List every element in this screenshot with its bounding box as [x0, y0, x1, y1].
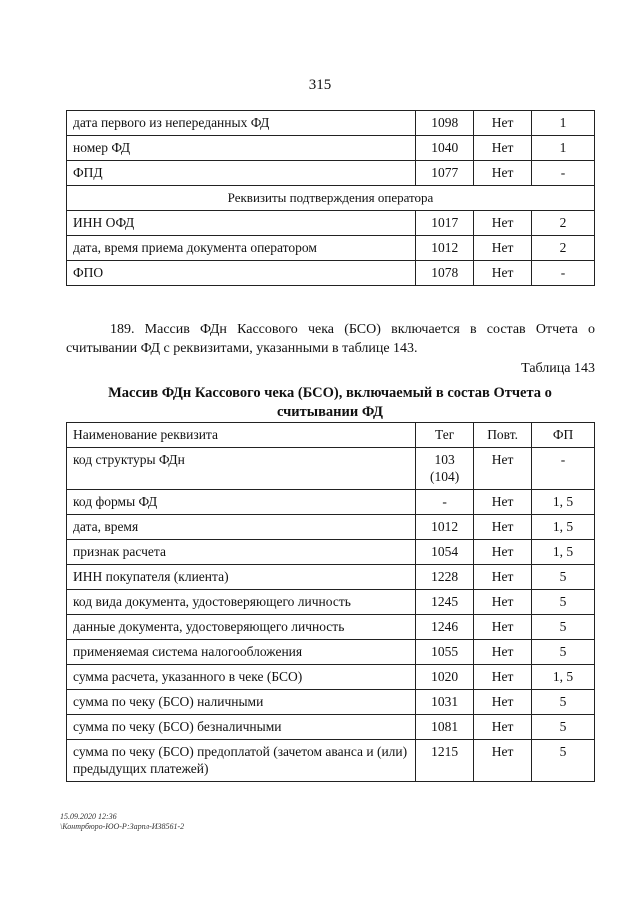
repeat-cell: Нет: [474, 565, 532, 590]
table-row: [67, 665, 595, 690]
repeat-cell: Нет: [474, 690, 532, 715]
fp-cell: 5: [532, 740, 595, 782]
table-row: [67, 490, 595, 515]
table-row: [67, 161, 595, 186]
repeat-cell: Нет: [474, 136, 532, 161]
tag-cell: 1098: [416, 111, 474, 136]
fp-cell: 2: [532, 211, 595, 236]
table-row: [67, 565, 595, 590]
paragraph-189: 189. Массив ФДн Кассового чека (БСО) включается в состав Отчета о считывании ФД с реквизитами, указанными в таблице 143.: [66, 322, 595, 356]
repeat-cell: Нет: [474, 615, 532, 640]
tag-cell: 1012: [416, 236, 474, 261]
repeat-cell: Нет: [474, 715, 532, 740]
footer-stamp: [60, 812, 184, 832]
repeat-cell: Нет: [474, 515, 532, 540]
requisite-name: номер ФД: [67, 136, 416, 161]
requisite-name: дата, время приема документа оператором: [67, 236, 416, 261]
requisite-name: дата, время: [67, 515, 416, 540]
fp-cell: 5: [532, 615, 595, 640]
tag-cell: 1012: [416, 515, 474, 540]
fp-cell: -: [532, 448, 595, 490]
table-row: [67, 136, 595, 161]
requisite-name: сумма по чеку (БСО) безналичными: [67, 715, 416, 740]
table-row: [67, 690, 595, 715]
table-section-row: [67, 186, 595, 211]
repeat-cell: Нет: [474, 740, 532, 782]
requisite-name: данные документа, удостоверяющего личность: [67, 615, 416, 640]
fp-cell: 5: [532, 590, 595, 615]
fp-cell: 1, 5: [532, 490, 595, 515]
fp-cell: 1, 5: [532, 515, 595, 540]
tag-cell: 1020: [416, 665, 474, 690]
tag-cell: 1055: [416, 640, 474, 665]
table-row: [67, 515, 595, 540]
requisite-name: ФПД: [67, 161, 416, 186]
table-row: [67, 261, 595, 286]
repeat-cell: Нет: [474, 211, 532, 236]
table-row: [67, 540, 595, 565]
repeat-cell: Нет: [474, 665, 532, 690]
repeat-cell: Нет: [474, 540, 532, 565]
repeat-cell: Нет: [474, 590, 532, 615]
table-row: [67, 715, 595, 740]
table-row: [67, 236, 595, 261]
tag-cell: 1054: [416, 540, 474, 565]
fp-cell: 5: [532, 690, 595, 715]
tag-cell: 1081: [416, 715, 474, 740]
requisite-name: сумма по чеку (БСО) предоплатой (зачетом аванса и (или) предыдущих платежей): [67, 740, 416, 782]
table-header-row: [67, 423, 595, 448]
repeat-cell: Нет: [474, 236, 532, 261]
section-title: Реквизиты подтверждения оператора: [67, 186, 595, 211]
repeat-cell: Нет: [474, 490, 532, 515]
page-number: 315: [308, 77, 332, 93]
repeat-cell: Нет: [474, 161, 532, 186]
header-tag: Тег: [416, 423, 474, 448]
table-row: [67, 590, 595, 615]
fp-cell: 2: [532, 236, 595, 261]
footer-file-path: \Контрбюро-ЮО-Р:Зарпл-ИЗ8561-2: [60, 822, 185, 831]
tag-cell: 1228: [416, 565, 474, 590]
header-fp: ФП: [532, 423, 595, 448]
tag-cell: 1078: [416, 261, 474, 286]
table-row: [67, 640, 595, 665]
requisite-name: ФПО: [67, 261, 416, 286]
repeat-cell: Нет: [474, 261, 532, 286]
tag-cell: 1031: [416, 690, 474, 715]
header-name: Наименование реквизита: [67, 423, 416, 448]
fp-cell: 1, 5: [532, 665, 595, 690]
repeat-cell: Нет: [474, 111, 532, 136]
table-row: [67, 448, 595, 490]
table-row: [67, 615, 595, 640]
tag-cell: 1246: [416, 615, 474, 640]
fp-cell: 1: [532, 136, 595, 161]
table-row: [67, 211, 595, 236]
fp-cell: 1: [532, 111, 595, 136]
fp-cell: 5: [532, 640, 595, 665]
tag-cell: 1040: [416, 136, 474, 161]
table-caption: Таблица 143: [521, 361, 595, 376]
requisite-name: применяемая система налогообложения: [67, 640, 416, 665]
fp-cell: -: [532, 161, 595, 186]
requisite-name: сумма по чеку (БСО) наличными: [67, 690, 416, 715]
requisite-name: код вида документа, удостоверяющего личность: [67, 590, 416, 615]
fp-cell: 5: [532, 715, 595, 740]
requisite-name: признак расчета: [67, 540, 416, 565]
tag-cell: 1245: [416, 590, 474, 615]
requisite-name: сумма расчета, указанного в чеке (БСО): [67, 665, 416, 690]
fp-cell: 5: [532, 565, 595, 590]
tag-cell: 1017: [416, 211, 474, 236]
tag-cell: 1215: [416, 740, 474, 782]
requisite-name: код формы ФД: [67, 490, 416, 515]
table-row: [67, 111, 595, 136]
requisite-name: ИНН ОФД: [67, 211, 416, 236]
header-repeat: Повт.: [474, 423, 532, 448]
tag-cell: 1077: [416, 161, 474, 186]
table-fd-requisites-continued: [66, 110, 595, 286]
tag-cell: -: [416, 490, 474, 515]
fp-cell: -: [532, 261, 595, 286]
tag-cell: 103 (104): [416, 448, 474, 490]
requisite-name: код структуры ФДн: [67, 448, 416, 490]
table-title: Массив ФДн Кассового чека (БСО), включаемый в состав Отчета о считывании ФД: [108, 385, 552, 420]
fp-cell: 1, 5: [532, 540, 595, 565]
repeat-cell: Нет: [474, 640, 532, 665]
table-143: [66, 422, 595, 782]
requisite-name: ИНН покупателя (клиента): [67, 565, 416, 590]
footer-timestamp: 15.09.2020 12:36: [60, 812, 117, 821]
requisite-name: дата первого из непереданных ФД: [67, 111, 416, 136]
repeat-cell: Нет: [474, 448, 532, 490]
table-row: [67, 740, 595, 782]
